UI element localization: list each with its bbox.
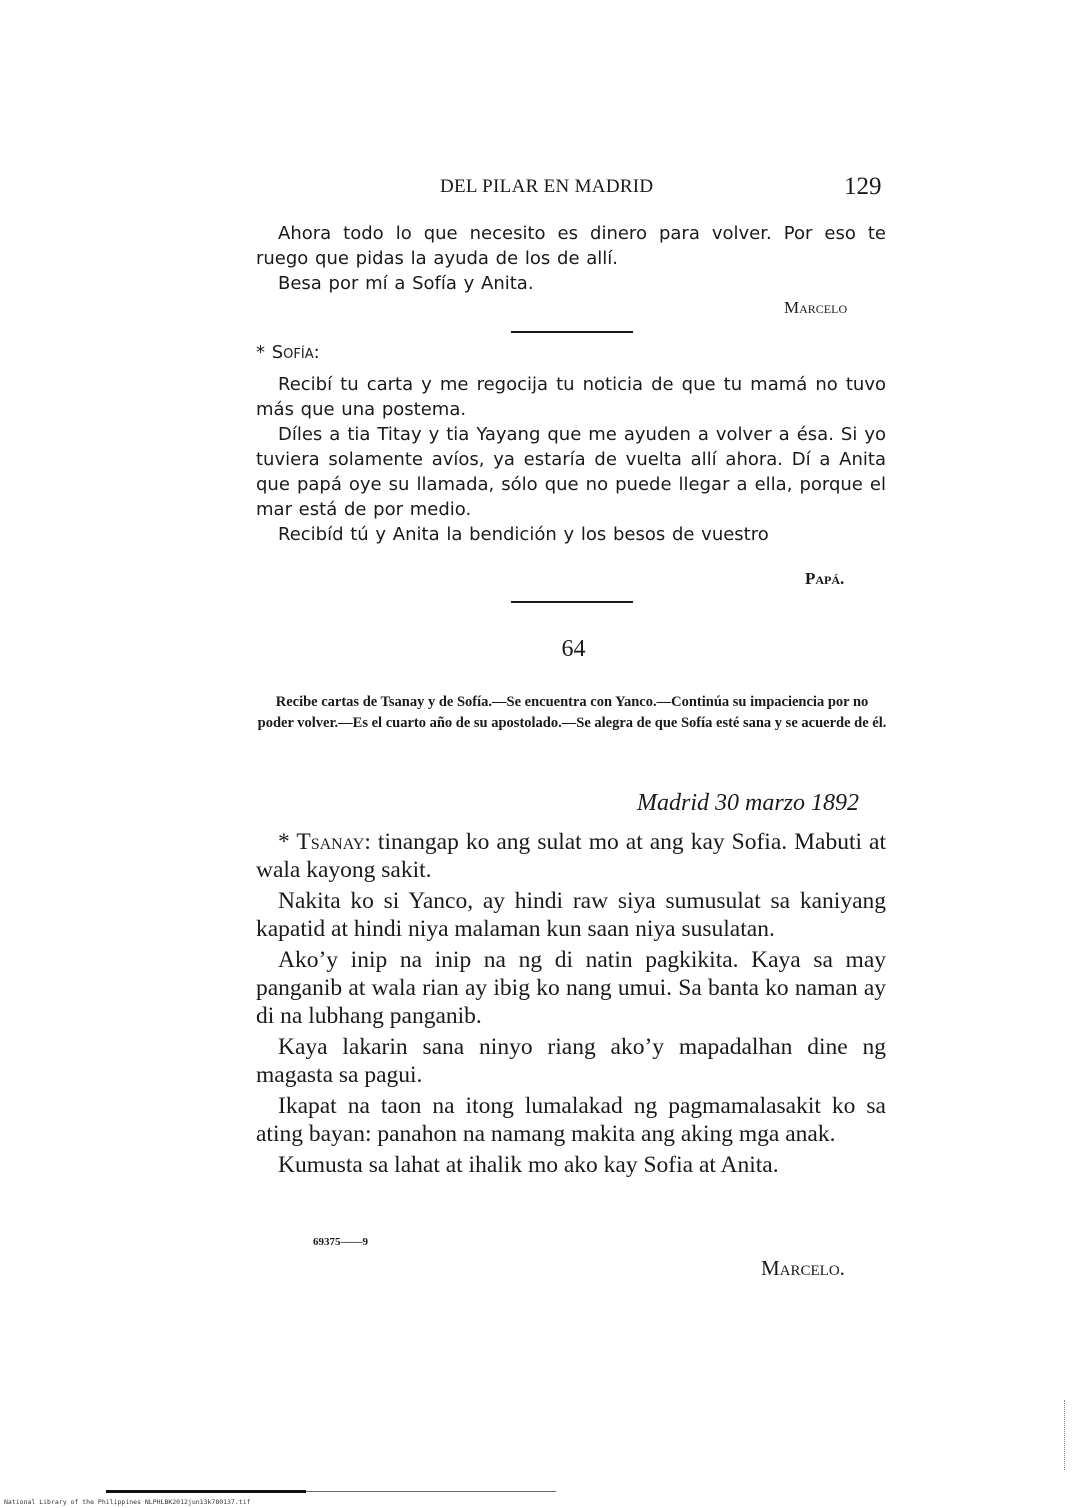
signature-marcelo-64: Marcelo. [761, 1256, 845, 1280]
opening-text: tinangap ko ang sulat mo at ang kay Sofia. Mabuti at wala kayong sakit. [256, 829, 887, 883]
salutation-tsanay: * Tsanay: [278, 829, 371, 855]
dateline: Madrid 30 marzo 1892 [636, 790, 859, 816]
letter-summary: Recibe cartas de Tsanay y de Sofía.—Se encuentra con Yanco.—Continúa su impaciencia por no poder volver.—Es el cuarto año de su apostolado.—Se alegra de que Sofía esté sana y se acuerde de él. [257, 694, 887, 731]
scan-edge-line [306, 1491, 556, 1492]
paragraph: Ahora todo lo que necesito es dinero para volver. Por eso te ruego que pidas la ayuda de los de allí. [256, 223, 886, 269]
paragraph: Díles a tia Titay y tia Yayang que me ayuden a volver a ésa. Si yo tuviera solamente avíos, ya estaría de vuelta allí ahora. Dí a Anita que papá oye su llamada, sólo que no puede llegar a ella, porque el mar está de por medio. [256, 424, 886, 520]
scan-footer: National Library of the Philippines NLPHLBK2012jun13k780137.tif [4, 1498, 251, 1506]
letter-number: 64 [561, 636, 586, 662]
paragraph: Ikapat na taon na itong lumalakad ng pagmamalasakit ko sa ating bayan: panahon na namang makita ang aking mga anak. [256, 1093, 886, 1147]
paragraph: Recibí tu carta y me regocija tu noticia de que tu mamá no tuvo más que una postema. [256, 374, 886, 420]
sofia-letter-body [256, 372, 886, 547]
signature-papa: Papá. [805, 569, 845, 588]
scan-edge-bar [106, 1490, 306, 1493]
paragraph: Besa por mí a Sofía y Anita. [278, 273, 534, 294]
page-number: 129 [844, 173, 882, 200]
paragraph: Kumusta sa lahat at ihalik mo ako kay Sofia at Anita. [278, 1152, 779, 1178]
paragraph [256, 828, 886, 884]
section-divider [511, 601, 633, 603]
signature-marcelo: Marcelo [784, 298, 848, 317]
section-divider [511, 331, 633, 333]
running-title: DEL PILAR EN MADRID [440, 176, 654, 197]
margin-mark [1064, 1400, 1069, 1470]
paragraph: Kaya lakarin sana ninyo riang ako’y mapadalhan dine ng magasta sa pagui. [256, 1034, 886, 1088]
salutation-sofia: * Sofía: [256, 342, 320, 363]
paragraph: Recibíd tú y Anita la bendición y los besos de vuestro [278, 524, 769, 545]
paragraph: Nakita ko si Yanco, ay hindi raw siya sumusulat sa kaniyang kapatid at hindi niya malaman kun saan niya susulatan. [256, 888, 886, 942]
previous-letter-body [256, 221, 886, 296]
letter-64-body [256, 828, 886, 1179]
paragraph: Ako’y inip na inip na ng di natin pagkikita. Kaya sa may panganib at wala rian ay ibig ko nang umui. Sa banta ko naman ay di na lubhang panganib. [256, 947, 886, 1029]
printer-mark: 69375——9 [313, 1236, 368, 1248]
